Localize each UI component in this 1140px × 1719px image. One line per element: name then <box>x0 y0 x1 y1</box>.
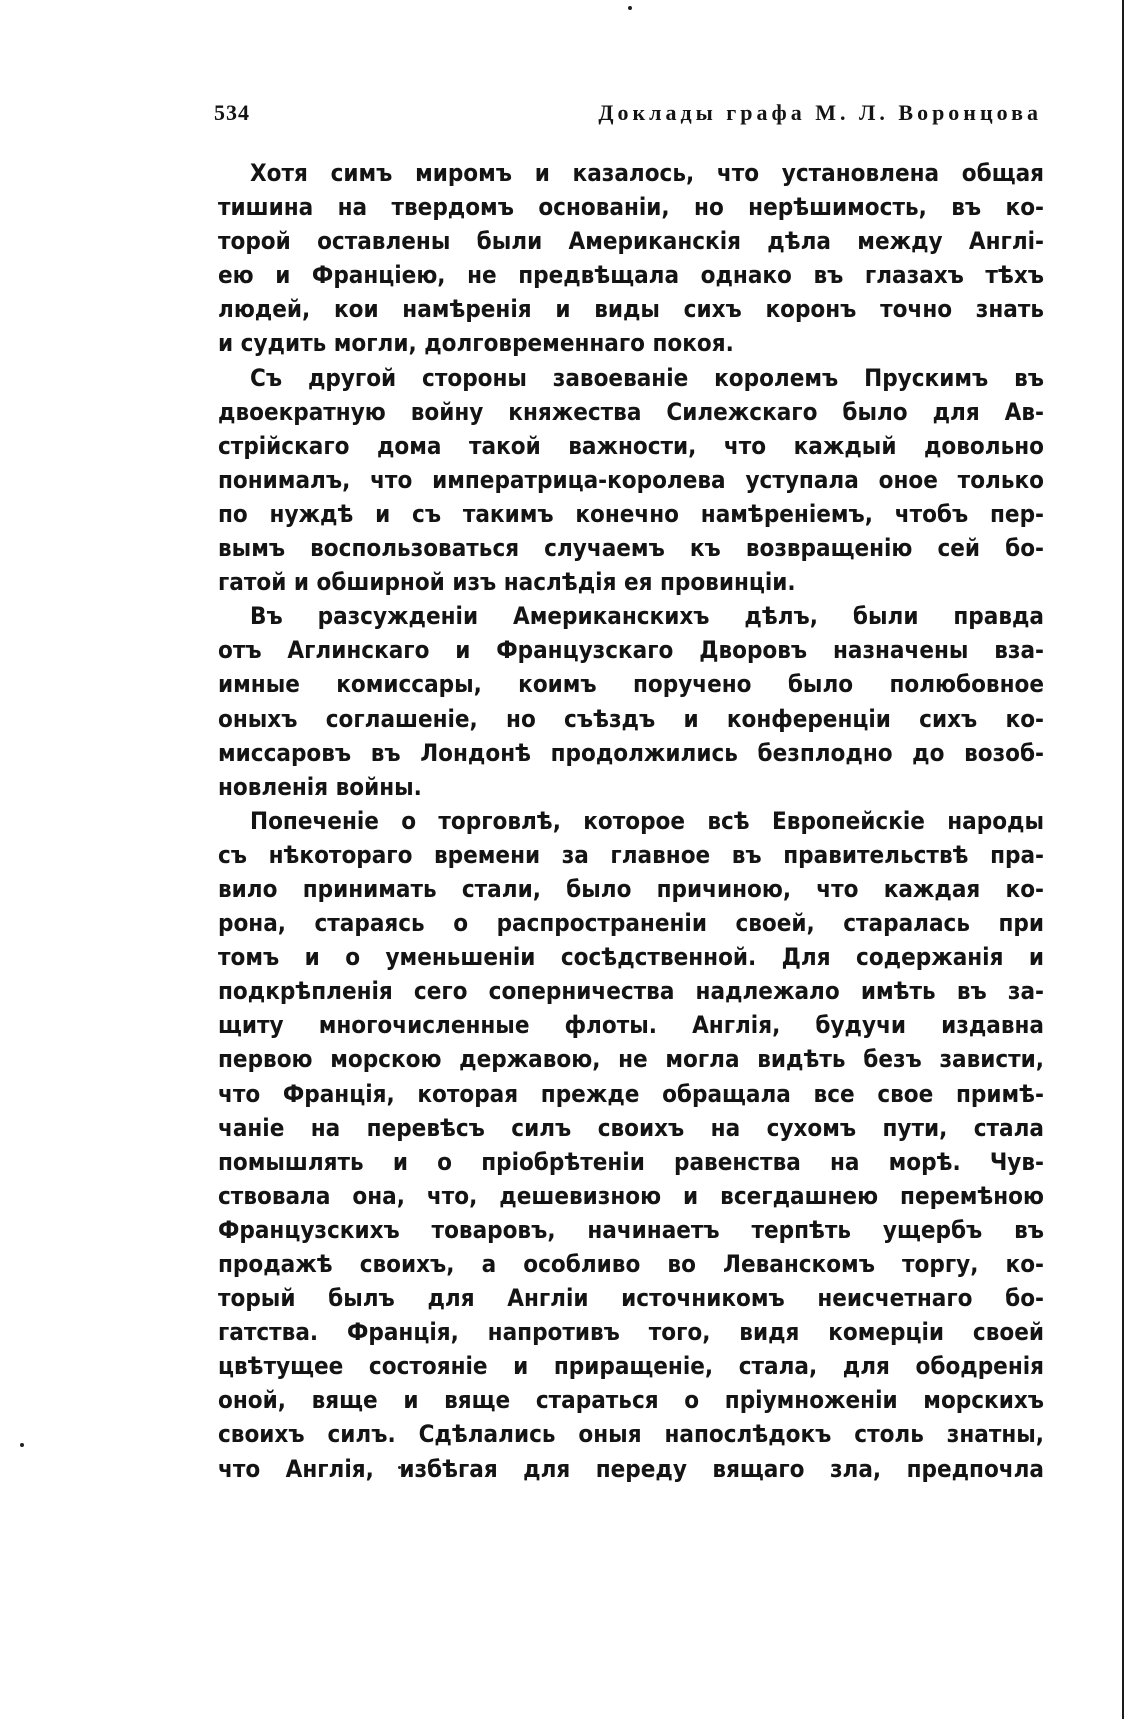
print-speck <box>20 1443 24 1447</box>
running-title: Доклады графа М. Л. Воронцова <box>598 100 1042 125</box>
text-line: миссаровъ въ Лондонѣ продолжились безплодно до возоб- <box>218 738 1044 767</box>
text-line: торый былъ для Англiи источникомъ неисчетнаго бо- <box>218 1284 1044 1313</box>
text-line: торой оставлены были Американскiя дѣла между Англi- <box>218 227 1044 256</box>
text-line: и судить могли, долговременнаго покоя. <box>218 329 734 358</box>
text-line: чанiе на перевѣсъ силъ своихъ на сухомъ пути, стала <box>218 1113 1044 1142</box>
text-line: тишина на твердомъ основанiи, но нерѣшимость, въ ко- <box>218 193 1044 222</box>
text-line: имные комиссары, коимъ поручено было полюбовное <box>218 670 1044 699</box>
text-line: Хотя симъ миромъ и казалось, что установлена общая <box>250 159 1044 187</box>
paragraph <box>218 361 1044 600</box>
text-line: что Францiя, которая прежде обращала все свое примѣ- <box>218 1079 1044 1108</box>
text-line: новленiя войны. <box>218 772 422 801</box>
text-line: ею и Францiею, не предвѣщала однако въ глазахъ тѣхъ <box>218 261 1044 290</box>
text-line: гатой и обширной изъ наслѣдiя ея провинцiи. <box>218 568 796 597</box>
text-line: Съ другой стороны завоеванiе королемъ Прускимъ въ <box>250 363 1044 392</box>
text-line: оной, вяще и вяще стараться о прiумноженiи морскихъ <box>218 1386 1044 1415</box>
text-line: первою морскою державою, не могла видѣть безъ зависти, <box>218 1045 1044 1074</box>
paragraph <box>218 804 1044 1486</box>
page-edge-rule <box>1122 0 1124 1719</box>
text-line: Французскихъ товаровъ, начинаетъ терпѣть ущербъ въ <box>218 1215 1044 1244</box>
main-text <box>218 156 1044 1486</box>
text-line: что Англiя, избѣгая для переду вящаго зла, предпочла <box>218 1454 1044 1483</box>
text-line: двоекратную войну княжества Силежскаго было для Ав- <box>218 397 1044 426</box>
text-line: съ нѣкотораго времени за главное въ правительствѣ пра- <box>218 840 1044 869</box>
text-line: своихъ силъ. Сдѣлались оныя напослѣдокъ столь знатны, <box>218 1420 1044 1449</box>
text-line: понималъ, что императрица-королева уступала оное только <box>218 465 1044 494</box>
print-speck <box>628 6 632 10</box>
text-line: помышлять и о прiобрѣтенiи равенства на морѣ. Чув- <box>218 1147 1044 1176</box>
text-line: людей, кои намѣренiя и виды сихъ коронъ точно знать <box>218 295 1044 324</box>
page-number: 534 <box>214 100 250 125</box>
text-line: вило принимать стали, было причиною, что каждая ко- <box>218 874 1044 903</box>
text-line: стрiйскаго дома такой важности, что каждый довольно <box>218 431 1044 460</box>
text-line: цвѣтущее состоянiе и приращенiе, стала, для ободренiя <box>218 1352 1044 1381</box>
text-line: оныхъ соглашенiе, но съѣздъ и конференцiи сихъ ко- <box>218 704 1044 733</box>
text-line: рона, стараясь о распространенiи своей, старалась при <box>218 909 1044 938</box>
paragraph <box>218 156 1044 361</box>
text-line: гатства. Францiя, напротивъ того, видя комерцiи своей <box>218 1318 1044 1347</box>
text-line: отъ Аглинскаго и Французскаго Дворовъ назначены вза- <box>218 636 1044 665</box>
text-line: Въ разсужденiи Американскихъ дѣлъ, были правда <box>250 602 1044 631</box>
text-line: ствовала она, что, дешевизною и всегдашнею перемѣною <box>218 1181 1044 1210</box>
paragraph <box>218 599 1044 804</box>
text-line: подкрѣпленiя сего соперничества надлежало имѣть въ за- <box>218 977 1044 1006</box>
text-line: продажѣ своихъ, а особливо во Леванскомъ торгу, ко- <box>218 1250 1044 1278</box>
text-line: щиту многочисленные флоты. Англiя, будучи издавна <box>218 1011 1044 1040</box>
text-line: вымъ воспользоваться случаемъ къ возвращенiю сей бо- <box>218 534 1044 563</box>
text-line: томъ и о уменьшенiи сосѣдственной. Для содержанiя и <box>218 943 1044 972</box>
text-line: Попеченiе о торговлѣ, которое всѣ Европейскiе народы <box>250 806 1044 835</box>
text-line: по нуждѣ и съ такимъ конечно намѣренiемъ, чтобъ пер- <box>218 499 1044 528</box>
page-header <box>214 100 1044 130</box>
